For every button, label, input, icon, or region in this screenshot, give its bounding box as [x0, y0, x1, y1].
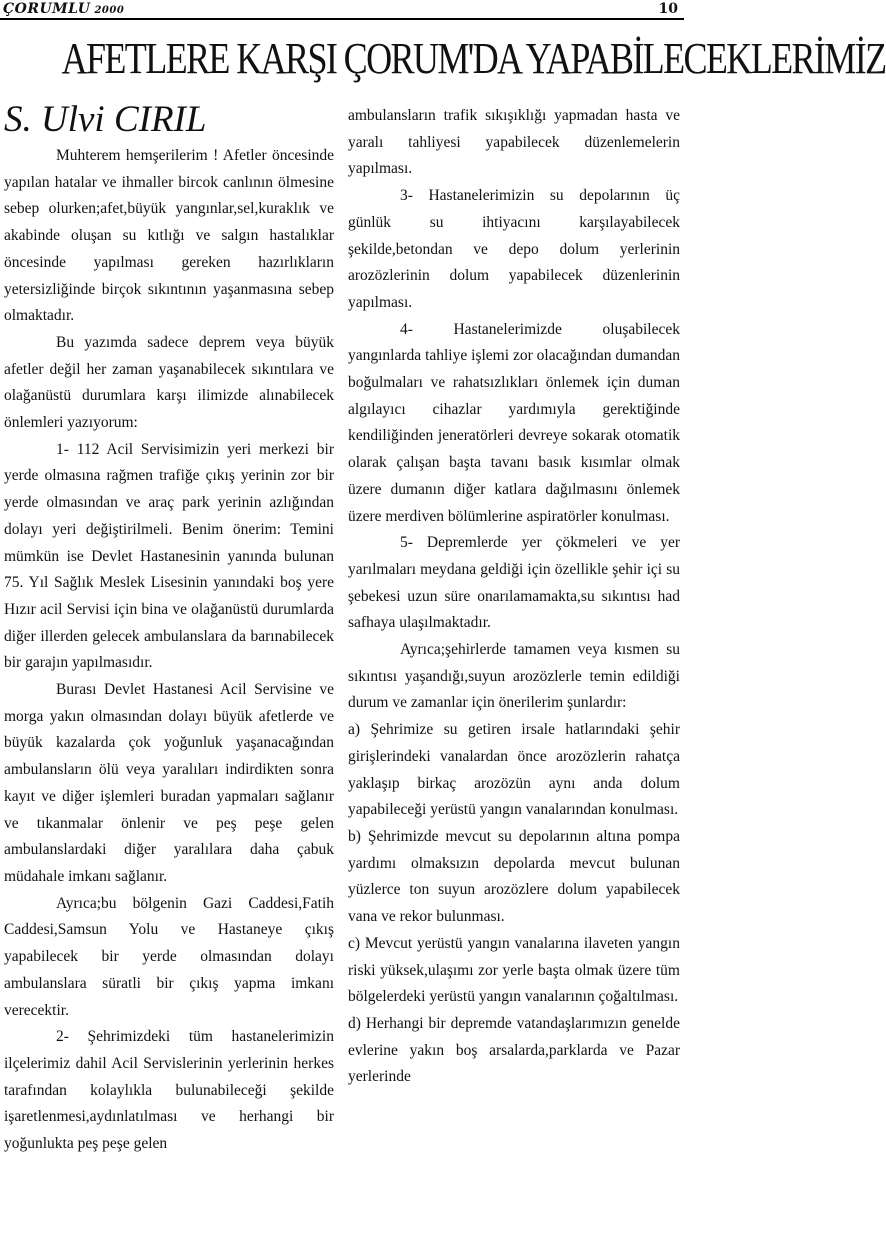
header-rule — [0, 18, 684, 20]
brand-name: ÇORUMLU — [3, 1, 91, 17]
paragraph: Ayrıca;bu bölgenin Gazi Caddesi,Fatih Caddesi,Samsun Yolu ve Hastaneye çıkış yapabilecek bir yerde olmasından dolayı ambulanslara süratli bir çıkış yapma imkanı verecektir. — [4, 894, 334, 1019]
left-column — [4, 143, 334, 1158]
paragraph: 4- Hastanelerimizde oluşabilecek yangınlarda tahliye işlemi zor olacağından dumandan boğulmaları ve rahatsızlıkları önlemek için duman algılayıcı cihazlar yardımıyla gerektiğinde kendiliğinden jeneratörleri devreye sokarak otomatik olarak çalışan başta tavanı basık kısımlar olmak üzere dumanın diğer katlara dağılmasını önlemek üzere merdiven bölümlerine aspiratörler konulması. — [348, 320, 680, 525]
paragraph: Burası Devlet Hastanesi Acil Servisine ve morga yakın olmasından dolayı büyük afetlerde ve büyük kazalarda çok yoğunluk yaşanacağından ambulansların ölü veya yaralıları indirdikten sonra kayıt ve diğer işlemleri buradan yapmaları sağlanır ve tıkanmalar önlenir ve peş peşe gelen ambulanslardaki diğer yaralılara daha çabuk müdahale imkanı sağlanır. — [4, 681, 334, 885]
paragraph: 2- Şehrimizdeki tüm hastanelerimizin ilçelerimiz dahil Acil Servislerinin yerlerinin herkes tarafından kolaylıkla bulunabileceği şekilde işaretlenmesi,aydınlatılması ve herhangi bir yoğunlukta peş peşe gelen — [4, 1028, 334, 1153]
paragraph: 5- Depremlerde yer çökmeleri ve yer yarılmaları meydana geldiği için özellikle şehir içi su şebekesi uzun süre onarılamamakta,su sıkıntısı had safhaya ulaşılmaktadır. — [348, 534, 680, 632]
paragraph: Muhterem hemşerilerim ! Afetler öncesinde yapılan hatalar ve ihmaller bircok canlının ölmesine sebep olurken;afet,büyük yangınlar,sel,kuraklık ve akabinde oluşan su kıtlığı ve salgın hastalıklar öncesinde yapılması gereken hazırlıkların yetersizliğinde birçok sıkıntının yaşanmasına sebep olmaktadır. — [4, 147, 334, 325]
paragraph: 1- 112 Acil Servisimizin yeri merkezi bir yerde olmasına rağmen trafiğe çıkış yerinin zor bir yerde olmasından ve araç park yerinin azlığından dolayı yeri değiştirilmeli. Benim önerim: Temini mümkün ise Devlet Hastanesinin yanında bulunan 75. Yıl Sağlık Meslek Lisesinin yanındaki boş yere Hızır acil Servisi için bina ve olağanüstü durumlarda diğer illerden gelecek ambulanslara da barınabilecek bir garajın yapılmasıdır. — [4, 440, 334, 672]
paragraph: Bu yazımda sadece deprem veya büyük afetler değil her zaman yaşanabilecek sıkıntılara ve olağanüstü durumlara karşı ilimizde alınabilecek önlemleri yazıyorum: — [4, 333, 334, 432]
brand-year: 2000 — [94, 5, 125, 16]
paragraph: c) Mevcut yerüstü yangın vanalarına ilaveten yangın riski yüksek,ulaşımı zor yerle başta olmak üzere tüm bölgelerdeki yerüstü yangın vanalarının çoğaltılması. — [348, 934, 680, 1006]
paragraph: Ayrıca;şehirlerde tamamen veya kısmen su sıkıntısı yaşandığı,suyun arozözlerle temin edildiği durum ve zamanlar için önerilerim şunlardır: — [348, 641, 680, 712]
paragraph: d) Herhangi bir depremde vatandaşlarımızın genelde evlerine yakın boş arsalarda,parklarda ve Pazar yerlerinde — [348, 1014, 680, 1086]
paragraph: a) Şehrimize su getiren irsale hatlarındaki şehir girişlerindeki vanalardan önce arozözlerin rahatça yaklaşıp birkaç arozözün aynı anda dolum yapabileceği yerüstü yangın vanalarından konulması. — [348, 721, 680, 819]
article-headline: AFETLERE KARŞI ÇORUM'DA YAPABİLECEKLERİMİZ — [61, 34, 886, 83]
page-header — [0, 0, 684, 20]
newspaper-brand — [3, 1, 124, 17]
paragraph: ambulansların trafik sıkışıklığı yapmadan hasta ve yaralı tahliyesi yapabilecek düzenlemelerin yapılması. — [348, 107, 680, 178]
author-byline: S. Ulvi CIRIL — [4, 99, 207, 140]
page-number: 10 — [658, 1, 678, 17]
right-column — [348, 103, 680, 1091]
paragraph: 3- Hastanelerimizin su depolarının üç günlük su ihtiyacını karşılayabilecek şekilde,betondan ve depo dolum yerlerinin arozözlerinin dolum yapabilecek düzenlerinin yapılması. — [348, 187, 680, 311]
paragraph: b) Şehrimizde mevcut su depolarının altına pompa yardımı olmaksızın depolarda mevcut bulunan yüzlerce ton suyun arozözlere dolum yapabilecek vana ve rekor bulunması. — [348, 827, 680, 926]
